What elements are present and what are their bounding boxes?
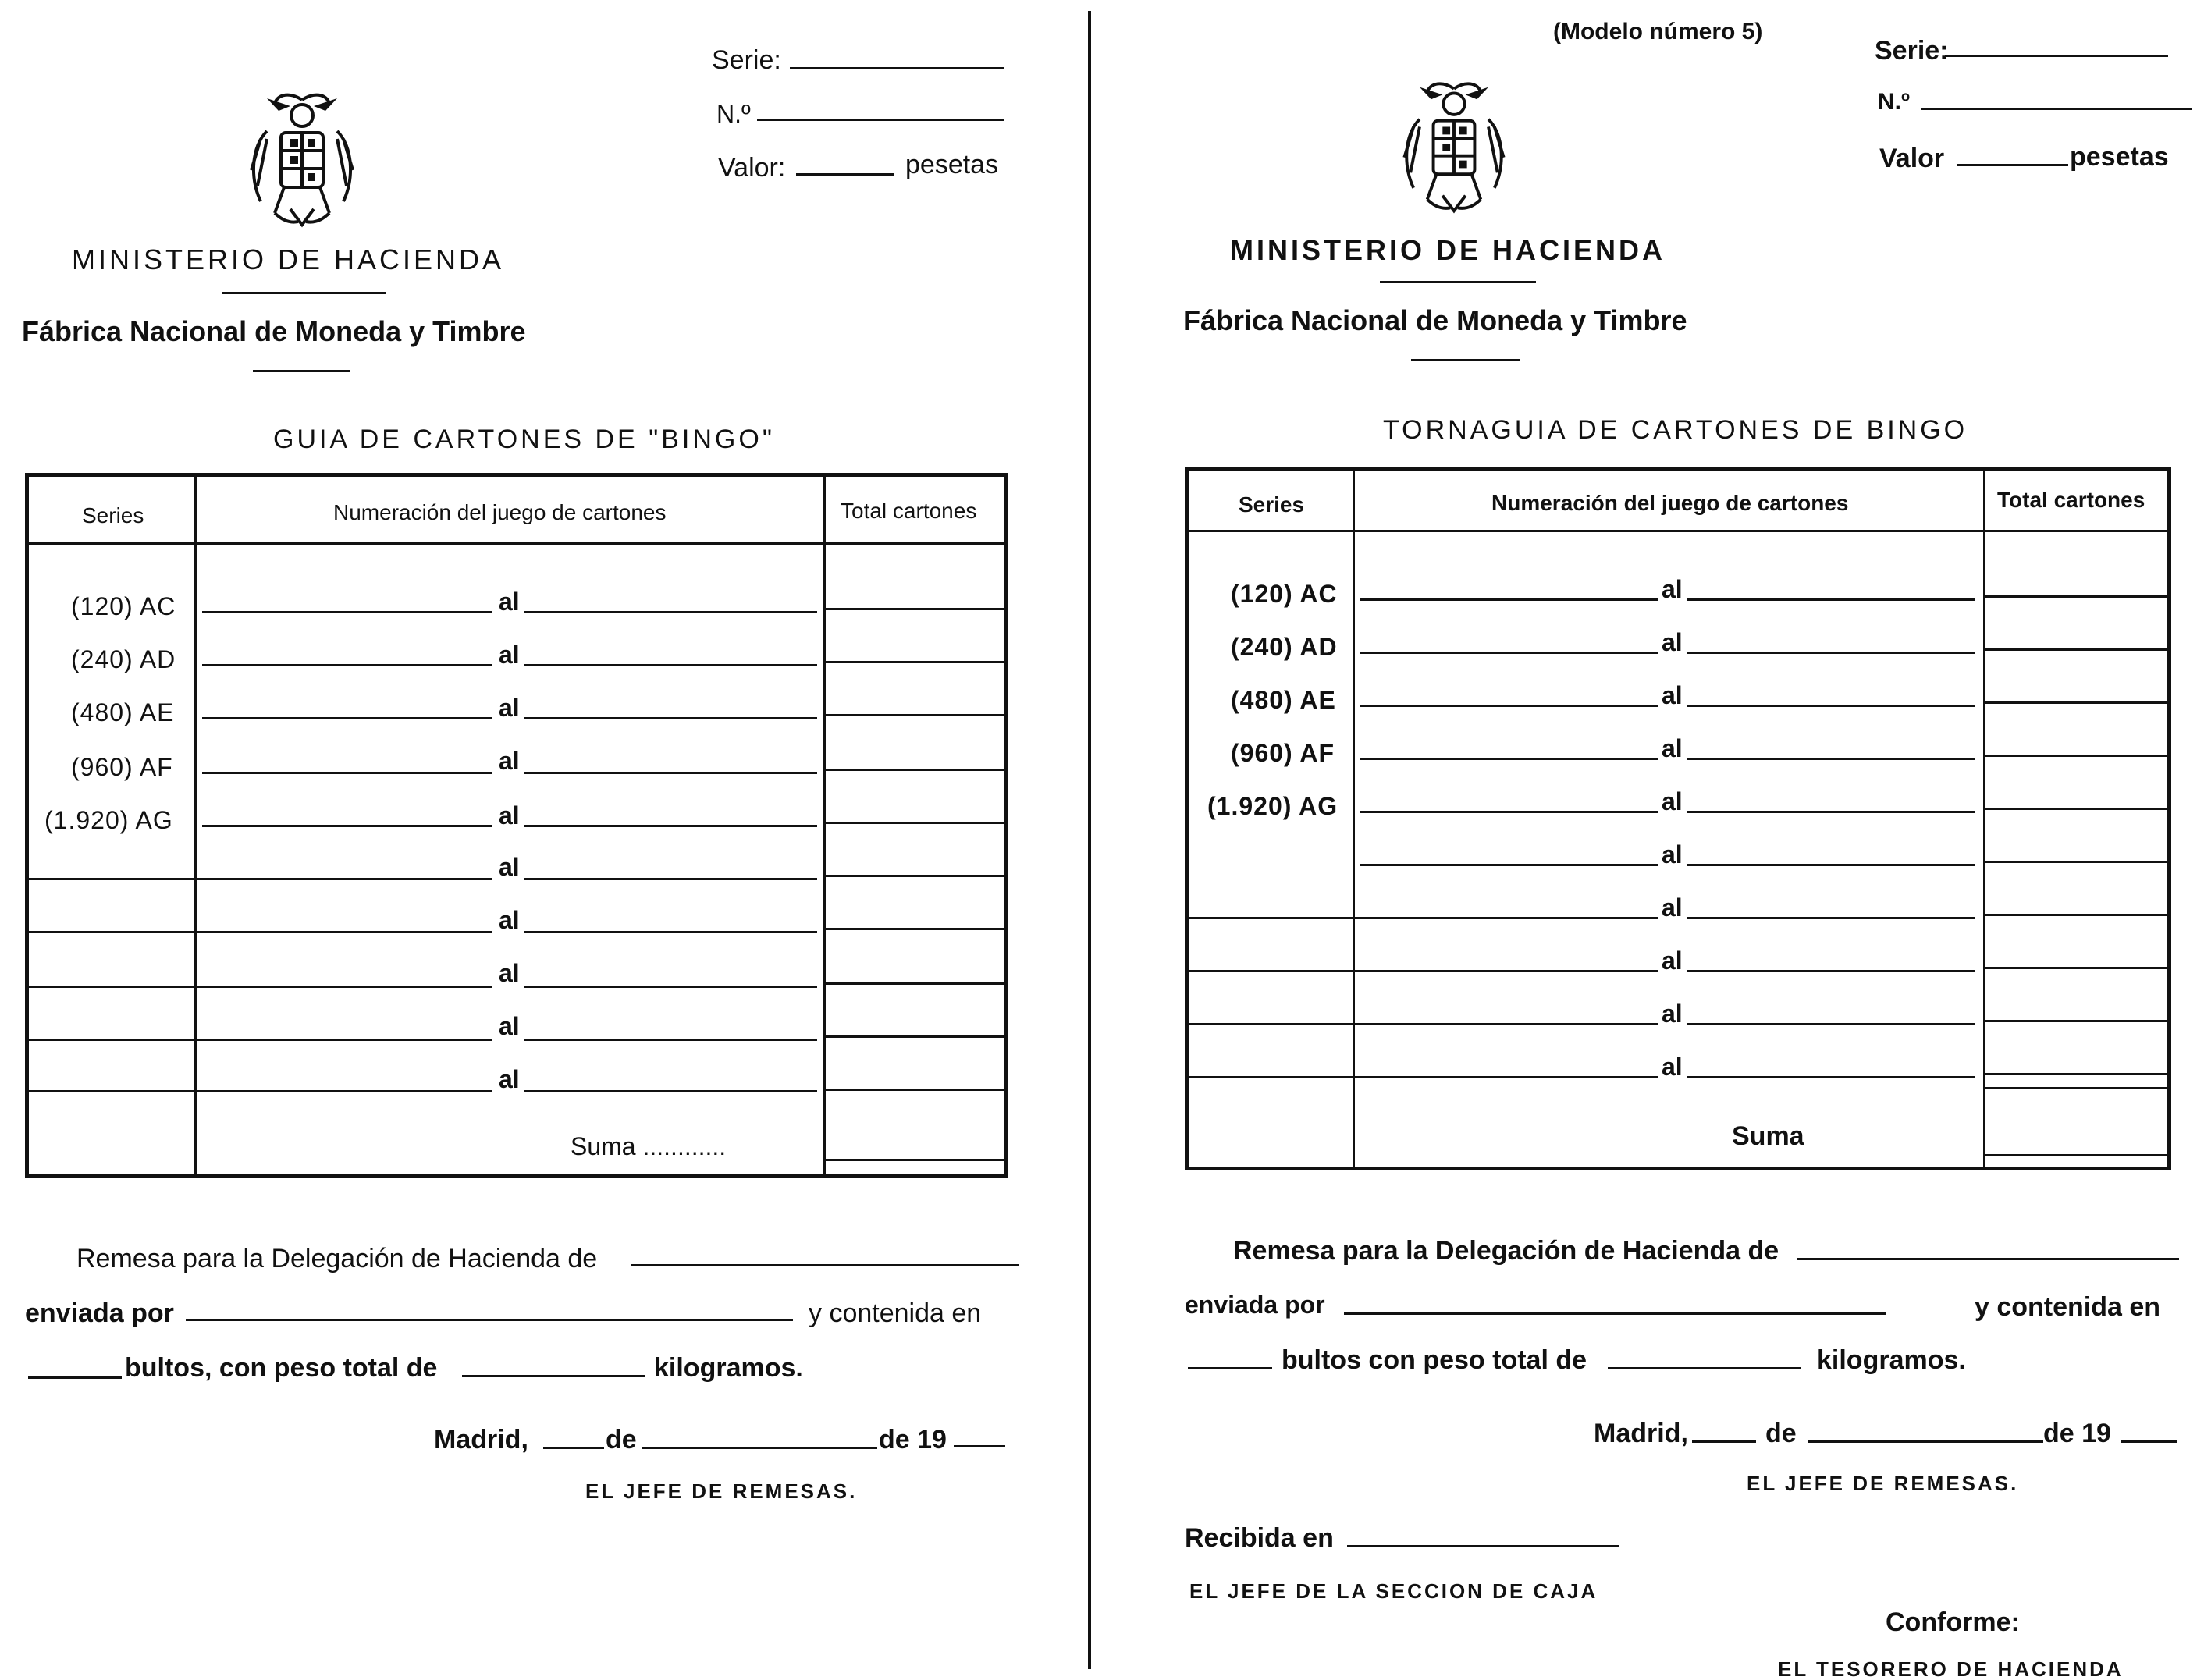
series-label-af: (960) AF <box>1231 739 1335 767</box>
mes-field[interactable] <box>1808 1440 2043 1443</box>
numeracion-to-field[interactable] <box>524 931 817 933</box>
numeracion-from-field[interactable] <box>29 1090 492 1092</box>
remesa-label: Remesa para la Delegación de Hacienda de <box>76 1244 598 1273</box>
coat-of-arms-icon <box>1395 73 1513 218</box>
kilogramos-label: kilogramos. <box>1817 1345 1966 1375</box>
column-header-total: Total cartones <box>841 499 977 523</box>
factory-title: Fábrica Nacional de Moneda y Timbre <box>1183 304 1687 336</box>
numeracion-to-field[interactable] <box>524 1039 817 1041</box>
cartones-table <box>25 473 1008 1178</box>
al-label: al <box>499 1012 520 1040</box>
numero-label: N.º <box>716 100 751 128</box>
jefe-remesas-signature: EL JEFE DE REMESAS. <box>585 1479 858 1503</box>
column-header-series: Series <box>82 503 144 527</box>
de19-label: de 19 <box>2043 1419 2111 1448</box>
cartones-table <box>1185 467 2171 1170</box>
delegacion-field[interactable] <box>631 1264 1019 1266</box>
enviada-label: enviada por <box>25 1298 174 1328</box>
al-label: al <box>1662 628 1683 656</box>
suma-label: Suma ............ <box>571 1132 727 1160</box>
numeracion-from-field[interactable] <box>29 1039 492 1041</box>
numeracion-from-field[interactable] <box>202 772 492 774</box>
numeracion-from-field[interactable] <box>202 825 492 827</box>
series-label-ag: (1.920) AG <box>44 806 173 834</box>
column-header-series: Series <box>1239 492 1305 517</box>
series-label-ac: (120) AC <box>71 592 176 620</box>
bultos-label: bultos, con peso total de <box>125 1353 438 1383</box>
numeracion-from-field[interactable] <box>29 878 492 880</box>
numeracion-to-field[interactable] <box>524 1090 817 1092</box>
jefe-remesas-signature: EL JEFE DE REMESAS. <box>1747 1472 2019 1495</box>
series-label-ad: (240) AD <box>71 645 176 673</box>
anio-field[interactable] <box>954 1445 1005 1447</box>
column-header-numeracion: Numeración del juego de cartones <box>333 500 667 524</box>
al-label: al <box>1662 1053 1683 1081</box>
recibida-label: Recibida en <box>1185 1523 1334 1553</box>
dia-field[interactable] <box>543 1447 604 1449</box>
factory-title: Fábrica Nacional de Moneda y Timbre <box>22 315 526 347</box>
bultos-label: bultos con peso total de <box>1282 1345 1587 1375</box>
recibida-field[interactable] <box>1347 1545 1619 1547</box>
numeracion-from-field[interactable] <box>1189 917 1658 919</box>
delegacion-field[interactable] <box>1797 1258 2179 1260</box>
numeracion-from-field[interactable] <box>1360 758 1658 760</box>
numero-field[interactable] <box>757 119 1004 121</box>
modelo-label: (Modelo número 5) <box>1553 19 1763 44</box>
serie-field[interactable] <box>1945 55 2168 57</box>
tesorero-signature: EL TESORERO DE HACIENDA <box>1778 1657 2124 1680</box>
dia-field[interactable] <box>1692 1440 1756 1443</box>
al-label: al <box>1662 575 1683 603</box>
valor-field[interactable] <box>796 173 894 176</box>
numeracion-to-field[interactable] <box>1687 1023 1975 1025</box>
al-label: al <box>1662 681 1683 709</box>
mes-field[interactable] <box>642 1447 877 1449</box>
numeracion-to-field[interactable] <box>1687 864 1975 866</box>
series-label-ae: (480) AE <box>71 698 175 726</box>
form-title: TORNAGUIA DE CARTONES DE BINGO <box>1383 415 1968 445</box>
numeracion-from-field[interactable] <box>1360 864 1658 866</box>
al-label: al <box>1662 947 1683 975</box>
pesetas-label: pesetas <box>2070 142 2169 172</box>
de19-label: de 19 <box>879 1425 947 1454</box>
al-label: al <box>499 641 520 669</box>
form-title: GUIA DE CARTONES DE "BINGO" <box>273 424 775 454</box>
bultos-field[interactable] <box>28 1376 122 1379</box>
remesa-label: Remesa para la Delegación de Hacienda de <box>1233 1236 1779 1266</box>
contenida-label: y contenida en <box>809 1298 982 1328</box>
right-form-tornaguia <box>1093 0 2197 1680</box>
ministry-title: MINISTERIO DE HACIENDA <box>72 243 505 275</box>
numeracion-to-field[interactable] <box>1687 652 1975 654</box>
numeracion-to-field[interactable] <box>524 825 817 827</box>
de-label: de <box>1765 1419 1797 1448</box>
al-label: al <box>1662 787 1683 815</box>
series-label-ad: (240) AD <box>1231 633 1338 661</box>
al-label: al <box>499 906 520 934</box>
al-label: al <box>1662 734 1683 762</box>
factory-rule <box>1411 359 1520 361</box>
al-label: al <box>499 694 520 722</box>
numeracion-to-field[interactable] <box>524 878 817 880</box>
enviada-por-field[interactable] <box>186 1319 793 1321</box>
numero-field[interactable] <box>1921 108 2192 110</box>
numeracion-from-field[interactable] <box>1189 1076 1658 1078</box>
coat-of-arms-icon <box>244 84 361 233</box>
serie-label: Serie: <box>1875 36 1949 66</box>
al-label: al <box>499 959 520 987</box>
series-label-af: (960) AF <box>71 753 173 781</box>
numeracion-from-field[interactable] <box>29 931 492 933</box>
peso-field[interactable] <box>462 1375 645 1377</box>
contenida-label: y contenida en <box>1975 1292 2161 1322</box>
al-label: al <box>1662 893 1683 922</box>
left-form-guia <box>0 0 1085 1680</box>
enviada-label: enviada por <box>1185 1291 1325 1319</box>
de-label: de <box>606 1425 637 1454</box>
numeracion-from-field[interactable] <box>1189 970 1658 972</box>
numeracion-to-field[interactable] <box>1687 970 1975 972</box>
numeracion-to-field[interactable] <box>524 611 817 613</box>
numeracion-to-field[interactable] <box>524 717 817 719</box>
numeracion-to-field[interactable] <box>1687 917 1975 919</box>
numeracion-from-field[interactable] <box>1360 811 1658 813</box>
numeracion-to-field[interactable] <box>524 986 817 988</box>
numeracion-to-field[interactable] <box>1687 705 1975 707</box>
ministry-rule <box>1380 281 1536 283</box>
kilogramos-label: kilogramos. <box>654 1353 803 1383</box>
madrid-label: Madrid, <box>434 1425 528 1454</box>
series-label-ag: (1.920) AG <box>1207 792 1338 820</box>
al-label: al <box>499 801 520 829</box>
al-label: al <box>499 588 520 616</box>
numeracion-to-field[interactable] <box>524 664 817 666</box>
enviada-por-field[interactable] <box>1344 1312 1886 1315</box>
numeracion-from-field[interactable] <box>1360 598 1658 601</box>
numeracion-from-field[interactable] <box>1360 705 1658 707</box>
factory-rule <box>253 370 350 372</box>
page-divider <box>1088 11 1091 1669</box>
serie-label: Serie: <box>712 45 781 75</box>
pesetas-label: pesetas <box>905 150 999 179</box>
ministry-rule <box>222 292 386 294</box>
numeracion-from-field[interactable] <box>1189 1023 1658 1025</box>
al-label: al <box>499 1065 520 1093</box>
column-header-numeracion: Numeración del juego de cartones <box>1491 491 1849 515</box>
madrid-label: Madrid, <box>1594 1419 1688 1448</box>
peso-field[interactable] <box>1608 1367 1801 1369</box>
ministry-title: MINISTERIO DE HACIENDA <box>1230 234 1666 266</box>
numeracion-from-field[interactable] <box>1360 652 1658 654</box>
numeracion-from-field[interactable] <box>202 611 492 613</box>
conforme-label: Conforme: <box>1886 1607 2020 1637</box>
serie-field[interactable] <box>790 67 1004 69</box>
valor-label: Valor: <box>718 153 786 183</box>
numeracion-from-field[interactable] <box>202 664 492 666</box>
numeracion-to-field[interactable] <box>1687 598 1975 601</box>
numeracion-to-field[interactable] <box>1687 811 1975 813</box>
numeracion-from-field[interactable] <box>29 986 492 988</box>
valor-field[interactable] <box>1957 164 2068 166</box>
suma-label: Suma <box>1732 1121 1804 1151</box>
bultos-field[interactable] <box>1188 1367 1272 1369</box>
anio-field[interactable] <box>2121 1440 2177 1443</box>
numeracion-from-field[interactable] <box>202 717 492 719</box>
column-header-total: Total cartones <box>1997 488 2145 512</box>
jefe-caja-signature: EL JEFE DE LA SECCION DE CAJA <box>1189 1579 1598 1603</box>
numero-label: N.º <box>1878 89 1910 115</box>
numeracion-to-field[interactable] <box>524 772 817 774</box>
series-label-ae: (480) AE <box>1231 686 1336 714</box>
al-label: al <box>499 747 520 775</box>
al-label: al <box>499 853 520 881</box>
numeracion-to-field[interactable] <box>1687 1076 1975 1078</box>
valor-label: Valor <box>1879 144 1945 173</box>
numeracion-to-field[interactable] <box>1687 758 1975 760</box>
series-label-ac: (120) AC <box>1231 580 1338 608</box>
al-label: al <box>1662 1000 1683 1028</box>
al-label: al <box>1662 840 1683 868</box>
